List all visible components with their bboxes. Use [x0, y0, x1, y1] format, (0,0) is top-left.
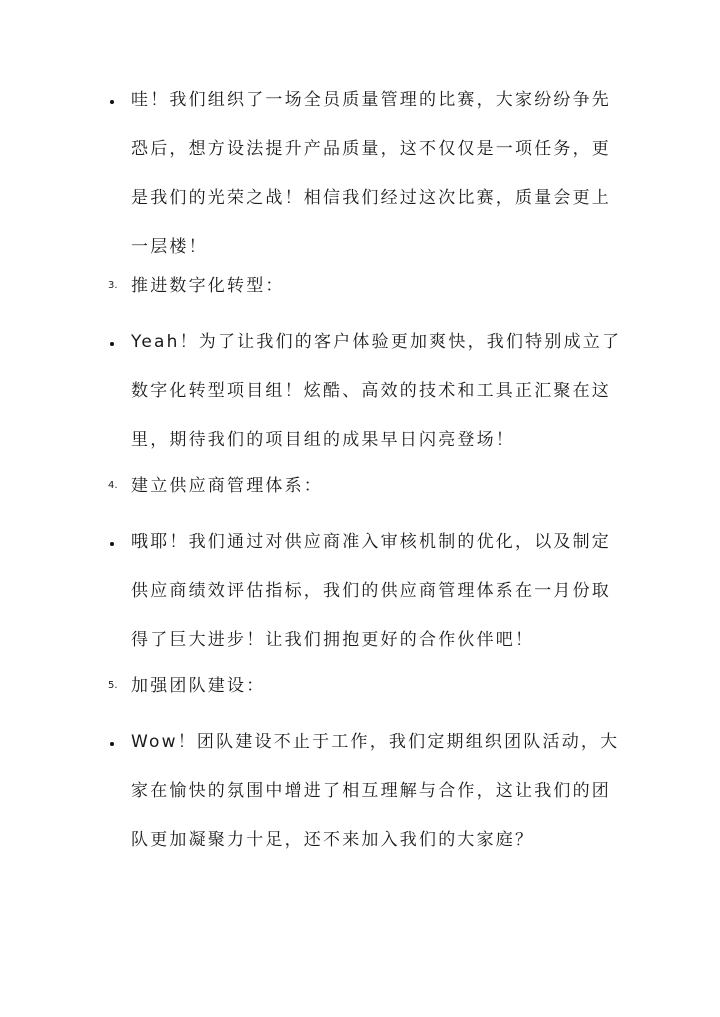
bullet-dot [110, 542, 114, 546]
paragraph-text: Yeah！为了让我们的客户体验更加爽快，我们特别成立了数字化转型项目组！炫酷、高效的技术和工具正汇聚在这里，期待我们的项目组的成果早日闪亮登场！ [131, 332, 622, 450]
heading-text: 推进数字化转型： [131, 276, 285, 296]
paragraph-text: 哇！我们组织了一场全员质量管理的比赛，大家纷纷争先恐后，想方设法提升产品质量，这不仅仅是一项任务，更是我们的光荣之战！相信我们经过这次比赛，质量会更上一层楼！ [131, 90, 611, 257]
bullet-dot [110, 742, 114, 746]
numbered-heading [108, 274, 628, 298]
list-number: 5. [108, 680, 118, 691]
bullet-dot [110, 100, 114, 104]
list-number: 4. [108, 480, 118, 491]
bullet-paragraph [108, 318, 628, 465]
heading-text: 建立供应商管理体系： [131, 476, 323, 496]
paragraph-text: Wow！团队建设不止于工作，我们定期组织团队活动，大家在愉快的氛围中增进了相互理解与合作，这让我们的团队更加凝聚力十足，还不来加入我们的大家庭？ [131, 732, 620, 850]
numbered-heading [108, 474, 628, 498]
bullet-paragraph [108, 76, 628, 272]
paragraph-text: 哦耶！我们通过对供应商准入审核机制的优化，以及制定供应商绩效评估指标，我们的供应商管理体系在一月份取得了巨大进步！让我们拥抱更好的合作伙伴吧！ [131, 532, 611, 650]
bullet-paragraph [108, 518, 628, 665]
bullet-paragraph [108, 718, 628, 865]
heading-text: 加强团队建设： [131, 676, 266, 696]
numbered-heading [108, 674, 628, 698]
list-number: 3. [108, 280, 118, 291]
bullet-dot [110, 342, 114, 346]
